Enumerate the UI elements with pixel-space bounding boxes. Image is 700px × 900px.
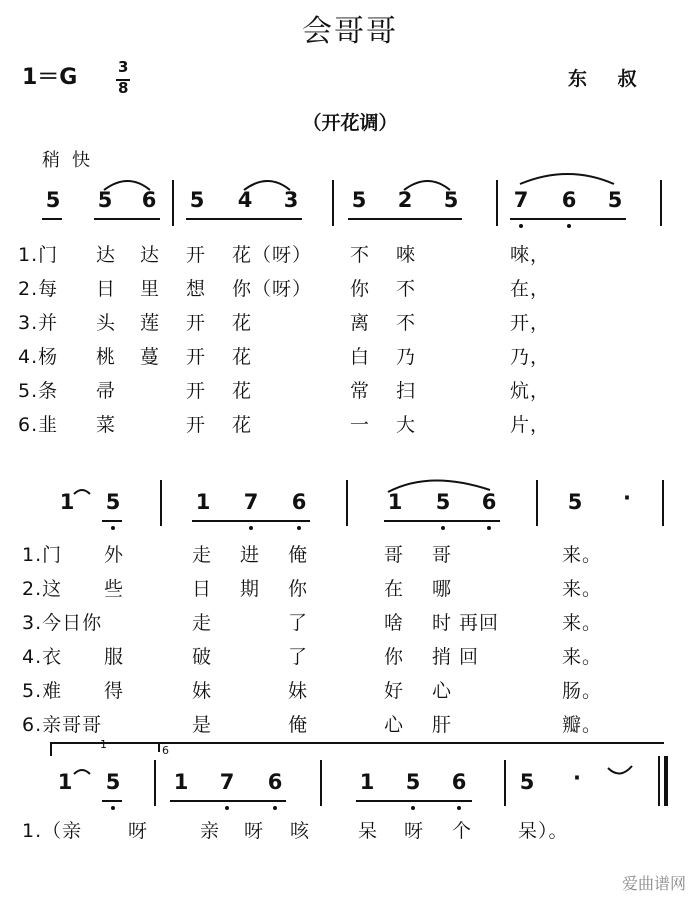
lyric: 开 [186,312,207,334]
lyric: 乃， [510,346,551,368]
lyric: 不 [396,278,417,300]
credit: 东 叔 [568,68,649,90]
note: 1 [359,770,375,794]
lyric: 了 [288,612,309,634]
slur [520,174,614,184]
lyric: 破 [192,646,213,668]
lyric: 桃 [96,346,117,368]
lyric: 日 [96,278,117,300]
note: 5 [519,770,535,794]
lyric: 呀 [404,820,425,842]
slur [608,766,632,774]
lyric: 哪 [432,578,453,600]
lyric: 大 [396,414,417,436]
lyric: 开， [510,312,551,334]
lyric: 花 [232,312,253,334]
note: 1 [387,490,403,514]
lyric: 2.这 [22,578,63,600]
lyric: 日 [192,578,213,600]
breath-mark [74,770,90,774]
lyric: 呀 [128,820,149,842]
lyric: 你 [350,278,371,300]
slur [104,181,150,190]
note: 2 [397,188,413,212]
lyric: 服 [104,646,125,668]
lyric: 肝 [432,714,453,736]
volta-number: 6 [162,744,169,757]
note: 7 [243,490,259,514]
lyric: 捎 回 [432,646,480,668]
lyric: 来。 [562,612,603,634]
lyric: 乃 [396,346,417,368]
lyric: 心 [384,714,405,736]
lyric: 扫 [396,380,417,402]
lyric: 好 [384,680,405,702]
slur [388,480,490,492]
lyric: 炕， [510,380,551,402]
lyric: 6.亲哥哥 [22,714,103,736]
lyric: 5.条 [18,380,59,402]
augmentation-dot: · [573,766,581,790]
lyric: 头 [96,312,117,334]
lyric: 些 [104,578,125,600]
lyric: 外 [104,544,125,566]
note: 6 [291,490,307,514]
lyric: 唻， [510,244,551,266]
note: 5 [567,490,583,514]
slur [404,181,450,190]
lyric: 开 [186,414,207,436]
time-signature-bottom: 8 [118,79,129,97]
lyric: 达 [140,244,161,266]
slur [244,181,290,190]
lyric: 唻 [396,244,417,266]
lyric: 你 [288,578,309,600]
note: 5 [105,770,121,794]
lyric: 妹 [192,680,213,702]
lyric: 进 [240,544,261,566]
lyric: 走 [192,544,213,566]
lyric: 俺 [288,714,309,736]
lyric: 花 [232,414,253,436]
lyric: 开 [186,244,207,266]
lyric: 达 [96,244,117,266]
augmentation-dot: · [623,486,631,510]
note: 5 [607,188,623,212]
note: 3 [283,188,299,212]
note: 5 [45,188,61,212]
watermark: 爱曲谱网 [621,874,686,893]
lyric: 哥 [432,544,453,566]
lyric: 呀 [244,820,265,842]
lyric: 1.门 [22,544,63,566]
lyric: 蔓 [140,346,161,368]
lyric: 1.门 [18,244,59,266]
note: 5 [405,770,421,794]
lyric: 咳 [290,820,311,842]
lyric: 花（呀） [232,244,313,266]
lyric: 片， [510,414,551,436]
lyric: 不 [396,312,417,334]
note: 5 [351,188,367,212]
lyric: 得 [104,680,125,702]
lyric: 是 [192,714,213,736]
lyric: 莲 [140,312,161,334]
lyric: 3.并 [18,312,59,334]
lyric: 花 [232,346,253,368]
note: 6 [267,770,283,794]
breath-mark [74,490,90,494]
time-signature-top: 3 [118,58,129,76]
lyric: 俺 [288,544,309,566]
lyric: 3.今日你 [22,612,103,634]
lyric: 6.韭 [18,414,59,436]
note: 6 [451,770,467,794]
note: 7 [513,188,529,212]
note: 4 [237,188,253,212]
lyric: 一 [350,414,371,436]
lyric: 4.杨 [18,346,59,368]
lyric: 瓣。 [562,714,603,736]
lyric: 想 [186,278,207,300]
lyric: 心 [432,680,453,702]
lyric: 期 [240,578,261,600]
lyric: 白 [350,346,371,368]
lyric: 来。 [562,578,603,600]
lyric: 啥 [384,612,405,634]
lyric: 了 [288,646,309,668]
note: 5 [189,188,205,212]
lyric: 菜 [96,414,117,436]
lyric: 5.难 [22,680,63,702]
lyric: 妹 [288,680,309,702]
lyric: 在 [384,578,405,600]
lyric: 个 [452,820,473,842]
lyric: 亲 [200,820,221,842]
lyric: 2.每 [18,278,59,300]
note: 5 [435,490,451,514]
note: 7 [219,770,235,794]
note: 6 [481,490,497,514]
lyric: 呆）。 [518,820,569,842]
lyric: 哥 [384,544,405,566]
note: 5 [105,490,121,514]
song-title: 会哥哥 [302,14,398,49]
note: 1 [57,770,73,794]
lyric: 常 [350,380,371,402]
key-signature: 1＝G [22,65,78,90]
lyric: 离 [350,312,371,334]
lyric: 你（呀） [232,278,313,300]
note: 5 [97,188,113,212]
lyric: 里 [140,278,161,300]
lyric: 来。 [562,544,603,566]
tempo-marking: 稍快 [42,150,102,171]
lyric: 时 再回 [432,612,500,634]
lyric: 你 [384,646,405,668]
note: 1 [195,490,211,514]
note: 5 [443,188,459,212]
volta-number: 1 [100,738,107,751]
lyric: 来。 [562,646,603,668]
lyric: 1.（亲 [22,820,83,842]
lyric: 不 [350,244,371,266]
note: 1 [59,490,75,514]
lyric: 在， [510,278,551,300]
lyric: 开 [186,380,207,402]
subtitle: （开花调） [302,112,398,134]
note: 6 [561,188,577,212]
note: 1 [173,770,189,794]
lyric: 开 [186,346,207,368]
note: 6 [141,188,157,212]
lyric: 花 [232,380,253,402]
lyric: 帚 [96,380,117,402]
lyric: 呆 [358,820,379,842]
lyric: 4.衣 [22,646,63,668]
lyric: 肠。 [562,680,603,702]
lyric: 走 [192,612,213,634]
